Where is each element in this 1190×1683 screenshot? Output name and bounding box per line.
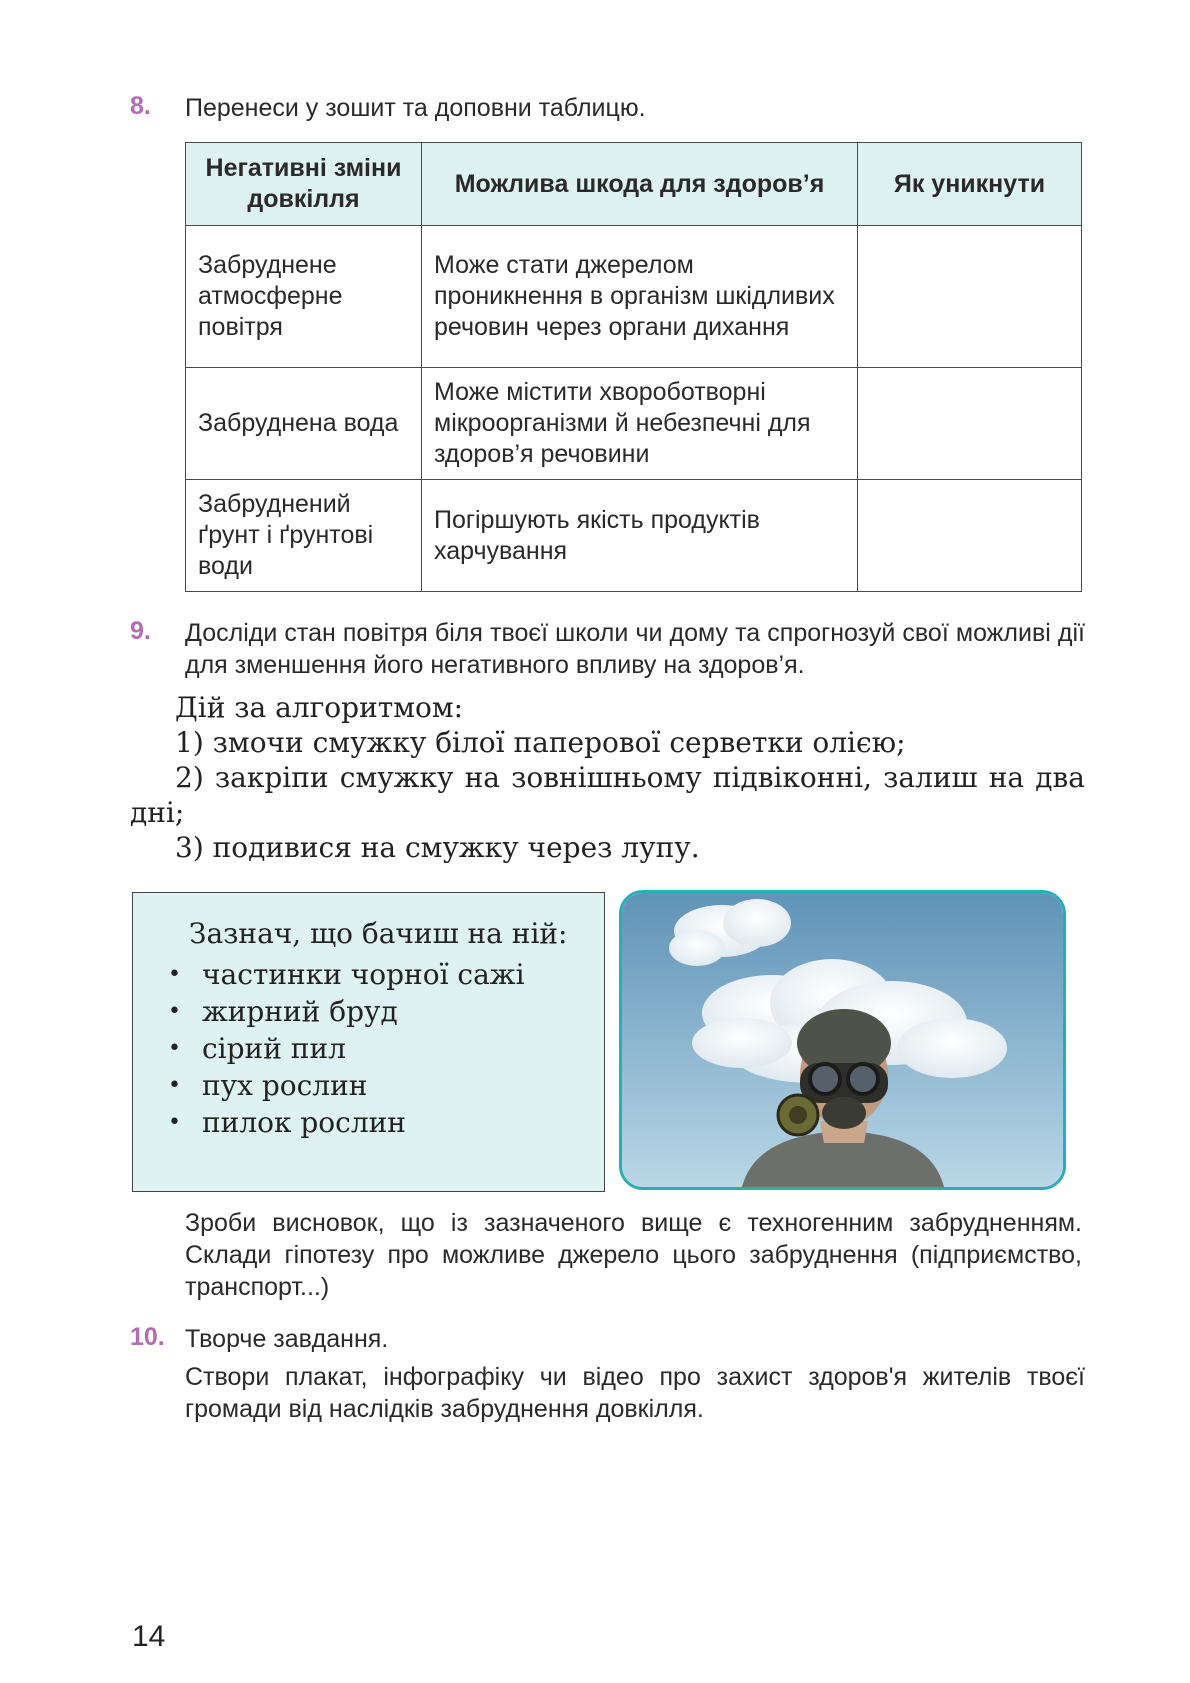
task-8 [130, 92, 1085, 124]
task-instruction: Створи плакат, інфографіку чи відео про захист здоров'я жителів твоєї громади від наслідків забруднення довкілля. [185, 1363, 1085, 1423]
cell-change: Забруднене атмосферне повітря [186, 226, 422, 368]
algorithm-step: 1) змочи смужку білої паперової серветки олією; [175, 726, 906, 759]
gas-mask-photo [619, 890, 1066, 1190]
algorithm [130, 690, 1085, 865]
table-row [186, 226, 1082, 368]
bullet-icon: • [168, 1036, 181, 1061]
header-negative-changes: Негативні зміни довкілля [186, 143, 422, 226]
task-10 [130, 1323, 1085, 1425]
conclusion-text: Зроби висновок, що із зазначеного вище є техногенним забрудненням. Склади гіпотезу про можливе джерело цього забруднення (підприємство, транспорт...) [185, 1209, 1082, 1301]
header-possible-harm: Можлива шкода для здоров’я [422, 143, 858, 226]
task-title: Творче завдання. [185, 1325, 389, 1353]
cell-harm: Погіршують якість продуктів харчування [422, 480, 858, 592]
observation-box [132, 892, 605, 1192]
bullet-icon: • [168, 962, 181, 987]
cell-avoid [858, 480, 1082, 592]
pollution-table [185, 142, 1082, 592]
list-item: • пух рослин [168, 1069, 368, 1102]
bullet-icon: • [168, 1110, 181, 1135]
photo-illustration [622, 893, 1063, 1187]
cell-avoid [858, 368, 1082, 480]
observation-lead: Зазнач, що бачиш на ній: [189, 917, 568, 950]
algorithm-step: 2) закріпи смужку на зовнішньому підвіконні, залиш на два дні; [130, 761, 1085, 829]
cell-change: Забруднений ґрунт і ґрунтові води [186, 480, 422, 592]
task-number: 8. [130, 92, 151, 120]
task-number: 10. [130, 1323, 165, 1351]
cell-avoid [858, 226, 1082, 368]
table-row [186, 480, 1082, 592]
cell-change: Забруднена вода [186, 368, 422, 480]
header-how-to-avoid: Як уникнути [858, 143, 1082, 226]
bullet-icon: • [168, 1073, 181, 1098]
task-9 [130, 617, 1085, 681]
table-row [186, 368, 1082, 480]
table-header-row [186, 143, 1082, 226]
algorithm-step: 3) подивися на смужку через лупу. [175, 831, 700, 864]
task-instruction: Досліди стан повітря біля твоєї школи чи дому та спрогнозуй свої можливі дії для зменшення його негативного впливу на здоров’я. [185, 619, 1085, 679]
page-number: 14 [132, 1620, 166, 1653]
list-item: • жирний бруд [168, 995, 398, 1028]
task-number: 9. [130, 617, 151, 645]
bullet-icon: • [168, 999, 181, 1024]
algorithm-intro: Дій за алгоритмом: [175, 691, 464, 724]
cell-harm: Може стати джерелом проникнення в організм шкідливих речовин через органи дихання [422, 226, 858, 368]
list-item: • сірий пил [168, 1032, 346, 1065]
observation-list [147, 956, 586, 1141]
list-item: • частинки чорної сажі [168, 958, 525, 991]
task-instruction: Перенеси у зошит та доповни таблицю. [185, 94, 646, 122]
cell-harm: Може містити хвороботворні мікроорганізми й небезпечні для здоров’я речовини [422, 368, 858, 480]
list-item: • пилок рослин [168, 1106, 406, 1139]
